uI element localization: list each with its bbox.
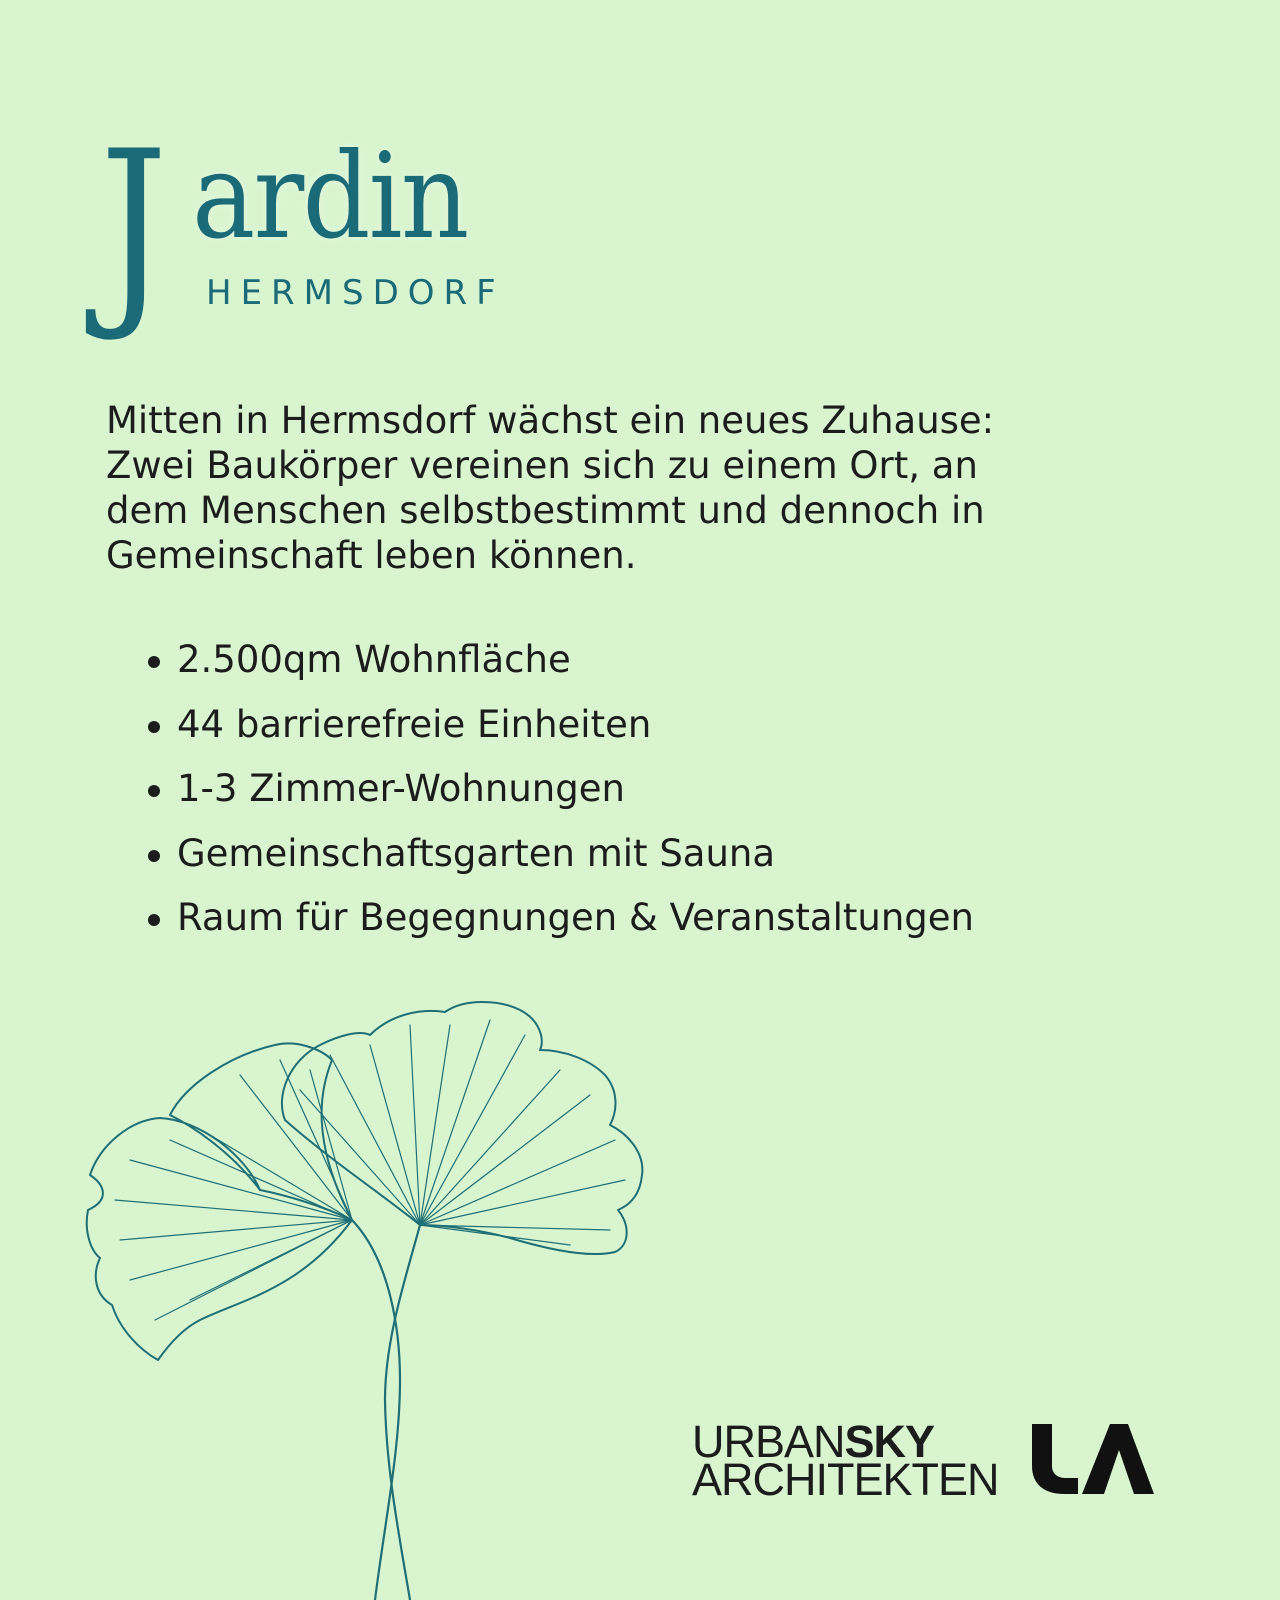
brand-subtitle: HERMSDORF: [206, 273, 505, 313]
feature-item: 1-3 Zimmer-Wohnungen: [142, 757, 974, 822]
architect-name-line2: ARCHITEKTEN: [692, 1454, 999, 1505]
feature-list: [142, 628, 974, 951]
brand-initial: J: [100, 108, 168, 346]
intro-paragraph: Mitten in Hermsdorf wächst ein neues Zuhause: Zwei Baukörper vereinen sich zu einem Ort, an dem Menschen selbstbestimmt und dennoch in Gemeinschaft leben können.: [106, 399, 995, 577]
brand-word: ardin: [192, 127, 468, 265]
architect-urban: URBAN: [692, 1416, 845, 1467]
feature-item: 2.500qm Wohnfläche: [142, 628, 974, 693]
feature-item: 44 barrierefreie Einheiten: [142, 693, 974, 758]
ua-monogram-icon: [1032, 1424, 1154, 1494]
feature-item: Raum für Begegnungen & Veranstaltungen: [142, 886, 974, 951]
ginkgo-leaves-icon: [70, 1000, 690, 1600]
architect-logo: [692, 1416, 1162, 1505]
jardin-logo: [100, 108, 560, 346]
feature-item: Gemeinschaftsgarten mit Sauna: [142, 822, 974, 887]
architect-sky: SKY: [844, 1416, 935, 1467]
